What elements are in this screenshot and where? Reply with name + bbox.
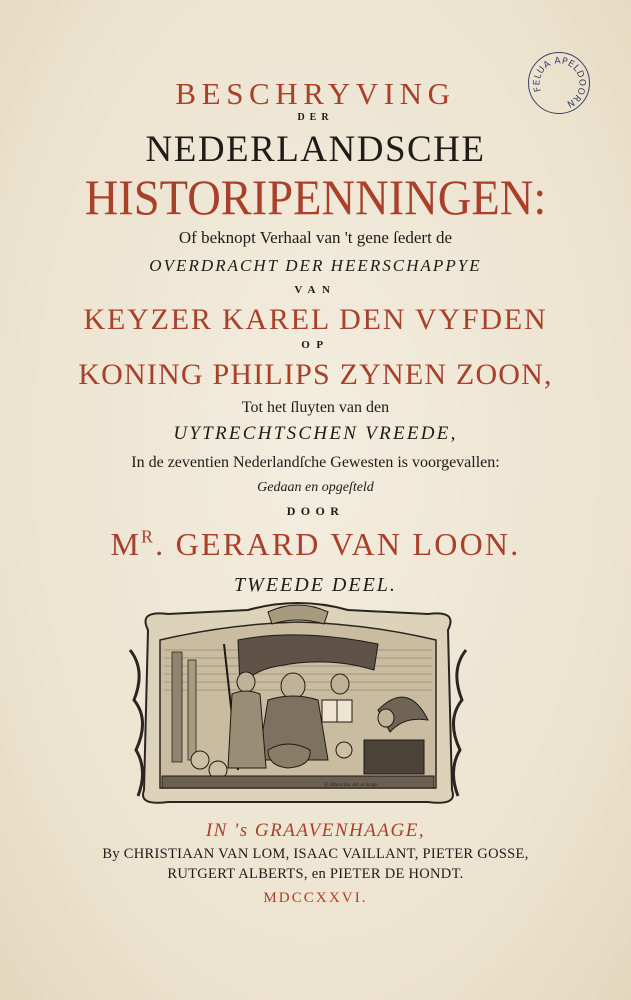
- imprint-publishers-line-2: RUTGERT ALBERTS, en PIETER DE HONDT.: [167, 866, 464, 882]
- subtitle-overdracht: OVERDRACHT DER HEERSCHAPPYE: [149, 256, 482, 275]
- byline-door: DOOR: [286, 504, 345, 518]
- subtitle-gewesten: In de zeventien Nederlandſche Gewesten is voorgevallen:: [131, 454, 500, 471]
- subtitle-koning-philips: KONING PHILIPS ZYNEN ZOON,: [78, 358, 553, 391]
- subtitle-uytrechtschen: UYTRECHTSCHEN VREEDE,: [173, 423, 458, 444]
- imprint-year: MDCCXXVI.: [263, 890, 368, 906]
- imprint-place: IN 's GRAAVENHAAGE,: [205, 820, 426, 841]
- subtitle-van: VAN: [294, 284, 337, 296]
- volume-label: TWEEDE DEEL.: [234, 574, 397, 596]
- subtitle-op: OP: [301, 339, 330, 351]
- imprint-publishers-line-1: By CHRISTIAAN VAN LOM, ISAAC VAILLANT, PIETER GOSSE,: [102, 846, 529, 862]
- author-prefix: M: [110, 526, 142, 562]
- title-line-der: DER: [297, 112, 334, 123]
- author-name: [0, 526, 631, 563]
- subtitle-keyzer-karel: KEYZER KAREL DEN VYFDEN: [83, 303, 548, 336]
- engraver-credit: F. Ottens inv. del. et Sculp.: [324, 783, 378, 788]
- author-surname: . GERARD VAN LOON.: [155, 526, 521, 562]
- stamp-text: FELUA APELDOORN: [532, 56, 587, 109]
- title-line-historipenningen: HISTORIPENNINGEN:: [84, 169, 547, 225]
- author-superscript: R: [141, 526, 156, 547]
- engraved-vignette: [128, 600, 468, 810]
- subtitle-verhaal: Of beknopt Verhaal van 't gene ſedert de: [178, 228, 453, 247]
- title-line-beschryving: BESCHRYVING: [175, 76, 456, 111]
- title-line-nederlandsche: NEDERLANDSCHE: [145, 129, 486, 170]
- subtitle-gedaan: Gedaan en opgeſteld: [257, 480, 374, 495]
- subtitle-tot-het: Tot het ſluyten van den: [241, 399, 390, 416]
